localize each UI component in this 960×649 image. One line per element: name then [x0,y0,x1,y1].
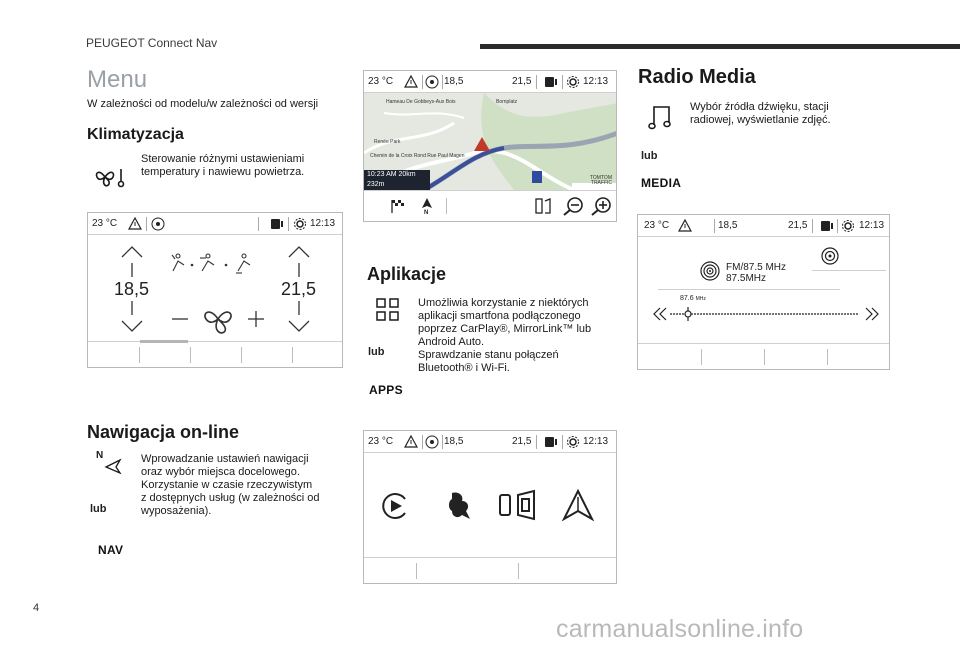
peugeot-lion-icon[interactable] [444,489,474,521]
status-bar [638,215,889,237]
active-tab-indicator [140,340,188,343]
connectivity-icon[interactable] [425,435,439,449]
manual-header-title: PEUGEOT Connect Nav [86,36,218,50]
mirror-screen-icon[interactable] [498,489,538,521]
apps-description: Umożliwia korzystanie z niektórych aplikacji smartfona podłączonego poprzez CarPlay®, MirrorLink™ lub Android Auto. Sprawdzanie stanu połączeń Bluetooth® i Wi-Fi. [418,297,592,374]
radio-station-icon [700,261,720,281]
svg-text:N: N [96,450,104,461]
svg-text:Renée Park: Renée Park [374,139,401,145]
page-number: 4 [33,602,40,614]
nav-keyword: NAV [98,543,124,557]
right-temperature: 21,5 [512,76,532,87]
right-temperature: 21,5 [281,279,317,299]
svg-text:N: N [424,210,429,215]
map-view[interactable] [364,93,616,190]
left-temperature: 18,5 [114,279,150,299]
menu-title: Menu [87,66,148,93]
nav-toolbar [364,190,616,222]
status-bar [364,431,616,453]
watermark: carmanualsonline.info [556,615,804,643]
clock: 12:13 [583,76,609,87]
navigation-title: Nawigacja on-line [87,422,240,442]
phone-icon[interactable] [270,218,284,230]
fan-speed-control[interactable] [172,301,264,337]
warning-icon[interactable] [128,217,142,230]
station-frequency: 87.5MHz [726,273,767,284]
map-settings-icon[interactable] [534,197,552,215]
right-temperature: 21,5 [788,220,808,231]
svg-text:Hameau De Gobbeys-Aux Bois: Hameau De Gobbeys-Aux Bois [386,99,456,105]
station-info [726,262,786,284]
zoom-out-icon[interactable] [562,196,584,216]
clock: 12:13 [583,436,609,447]
navigation-description: Wprowadzanie ustawień nawigacji oraz wybór miejsca docelowego. Korzystanie w czasie rzeczywistym z dostępnych usług (w zależności od wyposażenia). [141,453,320,517]
radio-signal-icon[interactable] [821,247,839,265]
connectivity-icon[interactable] [151,217,165,231]
phone-icon[interactable] [544,436,558,448]
svg-text:Bornplatz: Bornplatz [496,99,518,105]
radio-screen [637,214,890,370]
apps-title: Aplikacje [367,264,447,284]
music-note-icon [648,104,672,130]
apps-grid-icon [376,298,400,322]
settings-icon[interactable] [841,219,855,233]
settings-icon[interactable] [566,435,580,449]
map-info-bar: 10:23 AM 20km 232m [364,170,430,190]
bottom-bar [364,557,616,583]
outside-temperature: 23 °C [368,76,394,87]
settings-icon[interactable] [566,75,580,89]
settings-icon[interactable] [293,217,307,231]
warning-icon[interactable] [404,75,418,88]
navigation-arrow-icon [96,448,124,474]
fan-temperature-icon [93,165,127,189]
climate-screen [87,212,343,368]
clock: 12:13 [310,218,336,229]
menu-subtitle: W zależności od modelu/w zależności od wersji [87,98,319,110]
warning-icon[interactable] [678,219,692,232]
apps-screen [363,430,617,584]
outside-temperature: 23 °C [92,218,118,229]
clock: 12:13 [859,220,885,231]
connectivity-icon[interactable] [425,75,439,89]
navigation-screen [363,70,617,222]
traffic-logo: TOMTOM TRAFFIC [589,175,612,186]
compass-icon[interactable] [420,197,434,215]
apps-keyword: APPS [369,383,403,397]
air-distribution-icons[interactable] [170,251,262,275]
header-rule [480,44,960,49]
outside-temperature: 23 °C [368,436,394,447]
phone-icon[interactable] [820,220,834,232]
svg-text:Chemin de la Croix Rond Rue Pa: Chemin de la Croix Rond Rue Paul Magen [370,153,465,159]
radio-description: Wybór źródła dźwięku, stacji radiowej, wyświetlanie zdjęć. [690,101,831,126]
outside-temperature: 23 °C [644,220,670,231]
radio-title: Radio Media [638,66,756,88]
frequency-dial[interactable] [652,305,880,323]
or-label: lub [368,346,385,358]
left-temperature: 18,5 [444,436,464,447]
left-temperature: 18,5 [718,220,738,231]
left-temperature: 18,5 [444,76,464,87]
status-bar [88,213,342,235]
destination-flag-icon[interactable] [390,198,406,214]
bottom-bar [638,343,889,369]
status-bar [364,71,616,93]
media-keyword: MEDIA [641,176,682,190]
dial-readout: 87.6 MHz [680,295,706,302]
climate-description: Sterowanie różnymi ustawieniami temperatury i nawiewu powietrza. [141,153,305,178]
android-auto-icon[interactable] [562,489,594,521]
carplay-icon[interactable] [380,491,410,521]
bottom-bar [88,341,342,367]
or-label: lub [641,150,658,162]
right-temperature: 21,5 [512,436,532,447]
warning-icon[interactable] [404,435,418,448]
climate-title: Klimatyzacja [87,126,184,143]
phone-icon[interactable] [544,76,558,88]
zoom-in-icon[interactable] [590,196,612,216]
station-name: FM/87.5 MHz [726,262,787,273]
or-label: lub [90,503,107,515]
